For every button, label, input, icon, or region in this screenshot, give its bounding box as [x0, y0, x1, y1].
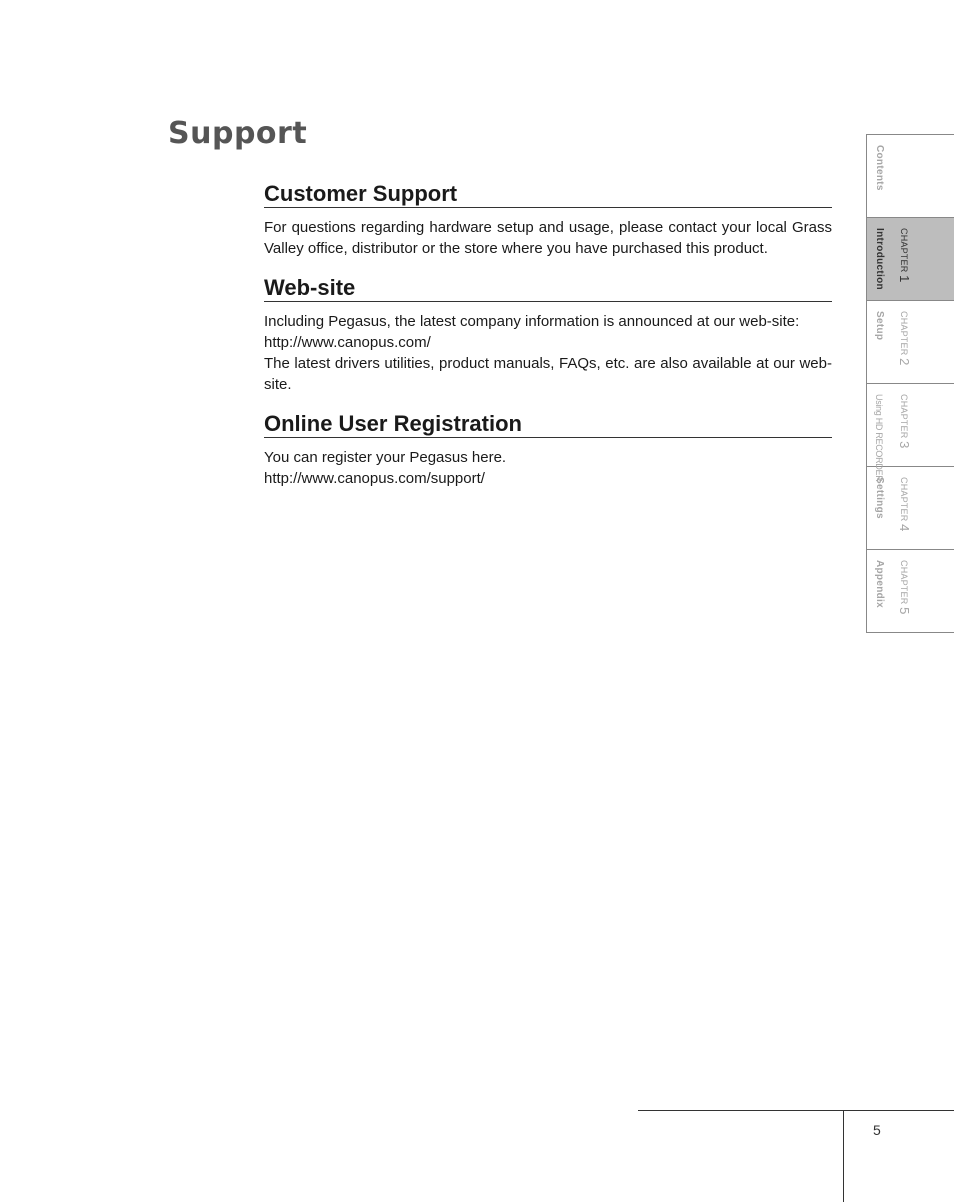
- footer-divider: [843, 1110, 844, 1202]
- tab-introduction[interactable]: [866, 218, 954, 301]
- section-paragraph: The latest drivers utilities, product manuals, FAQs, etc. are also available at our web-site.: [264, 355, 832, 394]
- section-heading: Web-site: [264, 274, 832, 302]
- chapter-number: 3: [897, 441, 912, 449]
- section-paragraph: For questions regarding hardware setup and usage, please contact your local Grass Valley office, distributor or the store where you have purchased this product.: [264, 219, 832, 258]
- tab-using-hd-recorder[interactable]: [866, 384, 954, 482]
- tab-label: Settings: [874, 477, 885, 519]
- section-web-site: [264, 274, 832, 396]
- tab-label: Appendix: [874, 560, 885, 608]
- section-heading: Customer Support: [264, 180, 832, 208]
- page-number: 5: [873, 1122, 881, 1138]
- page-title: Support: [168, 116, 308, 151]
- tab-chapter: [897, 394, 912, 449]
- tab-contents[interactable]: [866, 135, 954, 218]
- footer-rule: [638, 1110, 954, 1111]
- tab-appendix[interactable]: [866, 550, 954, 633]
- section-customer-support: [264, 180, 832, 260]
- website-link[interactable]: http://www.canopus.com/: [264, 333, 431, 351]
- section-online-registration: [264, 410, 832, 490]
- main-content: [264, 180, 832, 503]
- tab-chapter: [897, 311, 912, 366]
- tab-settings[interactable]: [866, 467, 954, 550]
- section-paragraph: Including Pegasus, the latest company information is announced at our web-site:: [264, 312, 800, 330]
- chapter-label: CHAPTER: [899, 228, 909, 273]
- chapter-tabs: [866, 134, 954, 633]
- tab-label: Contents: [874, 145, 885, 191]
- chapter-label: CHAPTER: [899, 560, 909, 605]
- chapter-label: CHAPTER: [899, 394, 909, 439]
- tab-chapter: [897, 477, 912, 532]
- tab-chapter: [897, 560, 912, 615]
- chapter-number: 4: [897, 524, 912, 532]
- chapter-label: CHAPTER: [899, 477, 909, 522]
- chapter-label: CHAPTER: [899, 311, 909, 356]
- tab-chapter: [897, 228, 912, 283]
- chapter-number: 5: [897, 607, 912, 615]
- registration-link[interactable]: http://www.canopus.com/support/: [264, 470, 485, 488]
- tab-label: Setup: [874, 311, 885, 341]
- tab-label: Introduction: [874, 228, 885, 290]
- chapter-number: 2: [897, 358, 912, 366]
- tab-label: Using HD RECORDER: [874, 394, 884, 482]
- tab-setup[interactable]: [866, 301, 954, 384]
- section-heading: Online User Registration: [264, 410, 832, 438]
- chapter-number: 1: [897, 275, 912, 283]
- section-paragraph: You can register your Pegasus here.: [264, 448, 507, 466]
